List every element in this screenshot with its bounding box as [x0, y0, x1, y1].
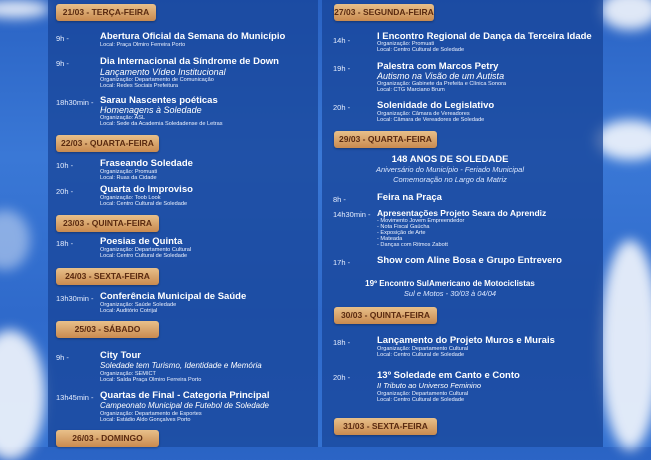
anniversary-location: Comemoração no Largo da Matriz — [393, 175, 507, 184]
event-organizer: Organização: ASL — [100, 115, 146, 121]
event-time: 18h30min - — [56, 98, 94, 107]
event-subtitle: Lançamento Vídeo Institucional — [100, 67, 226, 77]
event-organizer: Organização: Departamento Cultural — [377, 346, 469, 352]
event-location: Local: Ruas da Cidade — [100, 175, 157, 181]
event-title: I Encontro Regional de Dança da Terceira Idade — [377, 31, 592, 42]
event-time: 9h - — [56, 59, 69, 68]
date-banner: 26/03 - DOMINGO — [56, 430, 159, 447]
event-location: Local: Estádio Aldo Gonçalves Porto — [100, 417, 191, 423]
date-banner: 21/03 - TERÇA-FEIRA — [56, 4, 156, 21]
event-time: 13h30min - — [56, 294, 94, 303]
event-title: Show com Aline Bosa e Grupo Entrevero — [377, 255, 562, 266]
event-location: Local: Praça Olmiro Ferreira Porto — [100, 42, 186, 48]
event-subtitle: Soledade tem Turismo, Identidade e Memória — [100, 361, 262, 370]
event-title: 13º Soledade em Canto e Conto — [377, 370, 520, 381]
event-organizer: Organização: Departamento Cultural — [377, 391, 469, 397]
event-title: Quartas de Final - Categoria Principal — [100, 390, 270, 401]
event-location: Local: Centro Cultural de Soledade — [377, 397, 465, 403]
cloud-decoration — [0, 210, 30, 270]
event-location: Local: Sede da Academia Soledadense de Letras — [100, 121, 223, 127]
event-title: Palestra com Marcos Petry — [377, 61, 499, 72]
event-location: Local: Centro Cultural de Soledade — [377, 352, 465, 358]
event-time: 13h45min - — [56, 393, 94, 402]
date-banner: 22/03 - QUARTA-FEIRA — [56, 135, 159, 152]
event-time: 20h - — [333, 373, 351, 382]
event-time: 17h - — [333, 258, 351, 267]
event-location: Local: Centro Cultural de Soledade — [377, 47, 465, 53]
event-time: 20h - — [56, 187, 74, 196]
cloud-decoration — [600, 240, 651, 450]
anniversary-subtitle: Aniversário do Município - Feriado Municipal — [376, 165, 524, 174]
event-location: Local: Saída Praça Olmiro Ferreira Porto — [100, 377, 202, 383]
date-banner: 30/03 - QUINTA-FEIRA — [334, 307, 437, 324]
event-organizer: Organização: Toob Look — [100, 195, 161, 201]
event-location: Local: Câmara de Vereadores de Soledade — [377, 117, 485, 123]
event-title: City Tour — [100, 350, 141, 361]
event-time: 8h - — [333, 195, 346, 204]
event-time: 18h - — [56, 239, 74, 248]
event-list-item: - Danças com Ritmos Zabott — [377, 242, 448, 248]
event-organizer: Organização: Saúde Soledade — [100, 302, 177, 308]
date-banner: 27/03 - SEGUNDA-FEIRA — [334, 4, 434, 21]
event-location: Local: Centro Cultural de Soledade — [100, 253, 188, 259]
event-organizer: Organização: Câmara de Vereadores — [377, 111, 470, 117]
event-title: Conferência Municipal de Saúde — [100, 291, 247, 302]
cloud-decoration — [0, 330, 45, 460]
event-time: 20h - — [333, 103, 351, 112]
cloud-decoration — [595, 120, 651, 160]
event-location: Local: Redes Sociais Prefeitura — [100, 83, 179, 89]
event-organizer: Organização: Departamento de Esportes — [100, 411, 202, 417]
event-subtitle: Homenagens à Soledade — [100, 105, 202, 115]
cloud-decoration — [0, 0, 50, 18]
date-banner: 25/03 - SÁBADO — [56, 321, 159, 338]
event-title: Dia Internacional da Síndrome de Down — [100, 56, 279, 67]
event-subtitle: Autismo na Visão de um Autista — [377, 71, 505, 81]
event-title: Sarau Nascentes poéticas — [100, 95, 218, 106]
moto-event-title: 19º Encontro SulAmericano de Motociclistas — [365, 279, 535, 288]
event-time: 19h - — [333, 64, 351, 73]
event-list-item: - Nota Fiscal Gaúcha — [377, 224, 430, 230]
event-location: Local: CTG Marciano Brum — [377, 87, 445, 93]
event-title: Apresentações Projeto Seara do Aprendiz — [377, 208, 547, 218]
event-time: 14h - — [333, 36, 351, 45]
event-organizer: Organização: Departamento Cultural — [100, 247, 192, 253]
event-organizer: Organização: Promuati — [377, 41, 435, 47]
moto-event-subtitle: Sul e Motos - 30/03 à 04/04 — [403, 289, 497, 298]
anniversary-title: 148 ANOS DE SOLEDADE — [391, 154, 509, 165]
event-list-item: - Movimento Jovem Empreendedor — [377, 218, 465, 224]
event-title: Poesias de Quinta — [100, 236, 183, 247]
date-banner: 24/03 - SEXTA-FEIRA — [56, 268, 159, 285]
event-list-item: - Mateada — [377, 236, 403, 242]
event-title: Fraseando Soledade — [100, 158, 193, 169]
event-time: 10h - — [56, 161, 74, 170]
date-banner: 23/03 - QUINTA-FEIRA — [56, 215, 159, 232]
event-time: 14h30min - — [333, 210, 371, 219]
event-organizer: Organização: Gabinete da Prefeita e Clínica Sonora — [377, 81, 507, 87]
event-list-item: - Exposição de Arte — [377, 230, 426, 236]
event-title: Solenidade do Legislativo — [377, 100, 495, 111]
event-title: Lançamento do Projeto Muros e Murais — [377, 335, 555, 346]
event-location: Local: Centro Cultural de Soledade — [100, 201, 188, 207]
event-time: 9h - — [56, 353, 69, 362]
cloud-decoration — [600, 0, 651, 30]
event-title: Quarta do Improviso — [100, 184, 193, 195]
event-organizer: Organização: Departamento de Comunicação — [100, 77, 214, 83]
event-location: Local: Auditório Cotrijal — [100, 308, 158, 314]
event-organizer: Organização: Promuati — [100, 169, 158, 175]
event-subtitle: Campeonato Municipal de Futebol de Soledade — [100, 401, 270, 410]
event-organizer: Organização: SEMICT — [100, 371, 156, 377]
event-title: Feira na Praça — [377, 192, 442, 203]
event-title: Abertura Oficial da Semana do Município — [100, 31, 286, 42]
event-subtitle: II Tributo ao Universo Feminino — [377, 381, 482, 390]
event-time: 18h - — [333, 338, 351, 347]
event-time: 9h - — [56, 34, 69, 43]
date-banner: 29/03 - QUARTA-FEIRA — [334, 131, 437, 148]
date-banner: 31/03 - SEXTA-FEIRA — [334, 418, 437, 435]
